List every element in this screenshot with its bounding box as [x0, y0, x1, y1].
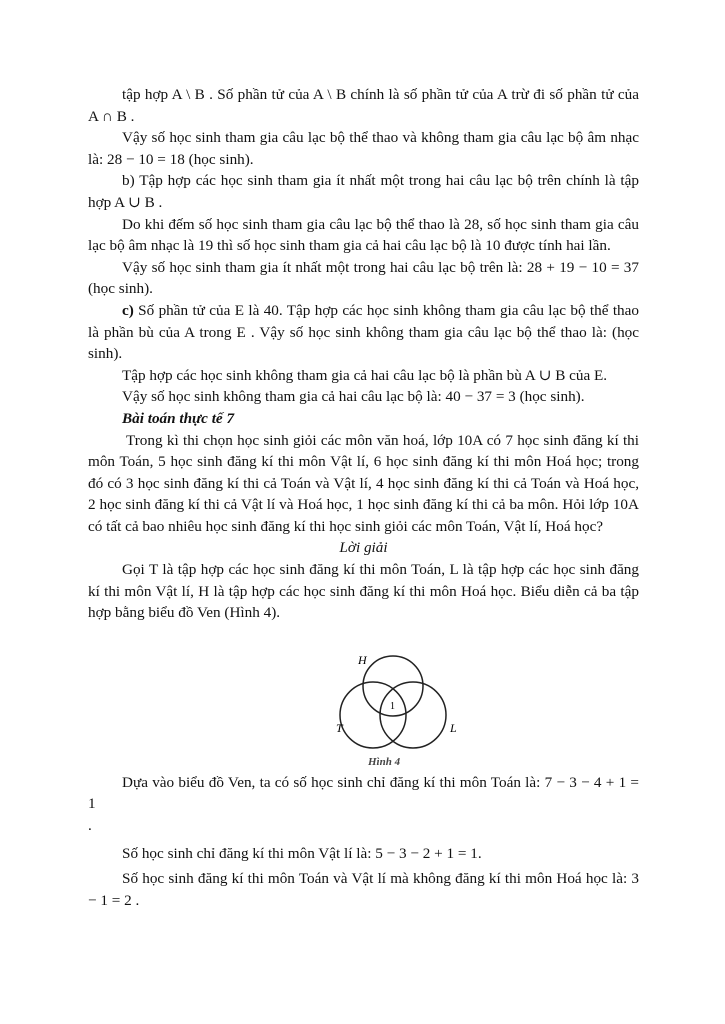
center-value: 1 — [390, 700, 395, 712]
venn-diagram — [308, 652, 468, 762]
venn-figure — [88, 652, 639, 770]
paragraph-10: Gọi T là tập hợp các học sinh đăng kí thi môn Toán, L là tập hợp các học sinh đăng kí thi môn Vật lí, H là tập hợp các học sinh đăng kí thi môn Hoá học. Biểu diễn cả ba tập hợp bằng biểu đồ Ven (Hình 4). — [88, 561, 639, 622]
circle-t — [340, 682, 406, 748]
paragraph-3: b) Tập hợp các học sinh tham gia ít nhất một trong hai câu lạc bộ trên chính là tập hợp A ∪ B . — [88, 172, 639, 211]
paragraph-11-tail: . — [88, 817, 92, 835]
paragraph-7: Tập hợp các học sinh không tham gia cả hai câu lạc bộ là phần bù A ∪ B của E. — [122, 366, 608, 384]
paragraph-1: tập hợp A \ B . Số phần tử của A \ B chính là số phần tử của A trừ đi số phần tử của A ∩ B . — [88, 86, 639, 125]
paragraph-12: Số học sinh chỉ đăng kí thi môn Vật lí là: 5 − 3 − 2 + 1 = 1. — [122, 844, 482, 862]
paragraph-11: Dựa vào biểu đồ Ven, ta có số học sinh chỉ đăng kí thi môn Toán là: 7 − 3 − 4 + 1 = 1 — [88, 773, 639, 813]
paragraph-4: Do khi đếm số học sinh tham gia câu lạc bộ thể thao là 28, số học sinh tham gia câu lạc bộ âm nhạc là 19 thì số học sinh tham gia cả hai câu lạc bộ là 10 được tính hai lần. — [88, 215, 639, 255]
paragraph-2: Vậy số học sinh tham gia câu lạc bộ thể thao và không tham gia câu lạc bộ âm nhạc là: 28 − 10 = 18 (học sinh). — [88, 129, 639, 168]
paragraph-6 — [88, 300, 639, 365]
solution-heading: Lời giải — [339, 539, 388, 557]
label-l: L — [450, 720, 457, 735]
figure-caption: Hình 4 — [368, 755, 401, 768]
document-page — [88, 84, 639, 911]
problem-statement: Trong kì thi chọn học sinh giỏi các môn văn hoá, lớp 10A có 7 học sinh đăng kí thi môn Toán, 5 học sinh đăng kí thi môn Vật lí, 6 học sinh đăng kí thi môn Hoá học; trong đó có 3 học sinh đăng kí thi cả Toán và Vật lí, 4 học sinh đăng kí thi cả Toán và Hoá học, 2 học sinh đăng kí thi cả Vật lí và Hoá học, 1 học sinh đăng kí thi cả ba môn. Hỏi lớp 10A có tất cả bao nhiêu học sinh đăng kí thi học sinh giỏi các môn Toán, Vật lí, Hoá học? — [88, 431, 639, 535]
section-title: Bài toán thực tế 7 — [122, 409, 235, 427]
paragraph-8: Vậy số học sinh không tham gia cả hai câu lạc bộ là: 40 − 37 = 3 (học sinh). — [122, 388, 585, 406]
part-c-label: c) — [122, 301, 134, 319]
paragraph-13: Số học sinh đăng kí thi môn Toán và Vật lí mà không đăng kí thi môn Hoá học là: 3 − 1 = 2 . — [88, 870, 639, 909]
label-t: T — [336, 720, 343, 735]
paragraph-6-text: Số phần tử của E là 40. Tập hợp các học sinh không tham gia câu lạc bộ thể thao là phần bù của A trong E . Vậy số học sinh không tham gia câu lạc bộ thể thao là: (học sinh). — [88, 301, 639, 363]
circle-l — [380, 682, 446, 748]
paragraph-5: Vậy số học sinh tham gia ít nhất một trong hai câu lạc bộ trên là: 28 + 19 − 10 = 37 (học sinh). — [88, 258, 639, 298]
label-h: H — [358, 652, 367, 667]
